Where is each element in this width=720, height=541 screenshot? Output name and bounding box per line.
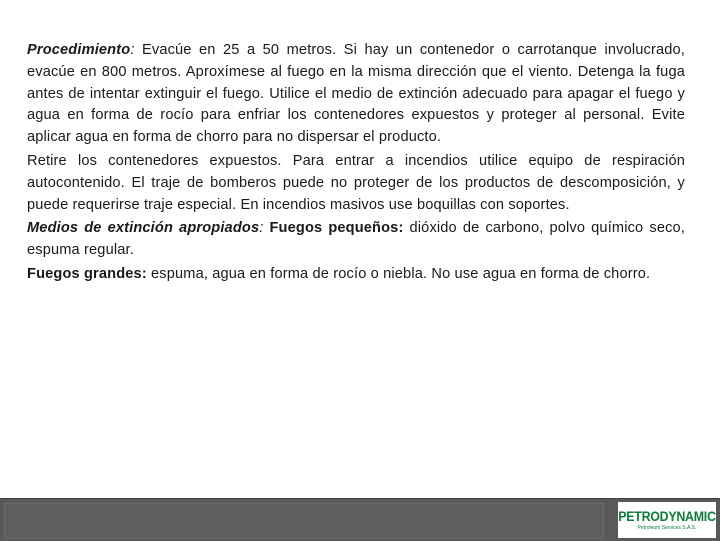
procedure-text: Evacúe en 25 a 50 metros. Si hay un contenedor o carrotanque involucrado, evacúe en 800 metros. Aproxímese al fuego en la misma dirección que el viento. Detenga la fuga antes de intentar extinguir el fuego. Utilice el medio de extinción adecuado para apagar el fuego y agua en forma de rocío para enfriar los contenedores expuestos y proteger al personal. Evite aplicar agua en forma de chorro para no dispersar el producto. (27, 42, 685, 146)
extinction-media-colon: : (259, 220, 270, 237)
paragraph-extinction-media (27, 218, 685, 262)
procedure-colon: : (130, 42, 135, 58)
company-logo (618, 502, 716, 538)
document-body (27, 40, 685, 288)
small-fires-label: Fuegos pequeños: (269, 220, 404, 237)
extinction-media-label: Medios de extinción apropiados (27, 220, 260, 237)
footer-bar-panel (4, 503, 604, 539)
procedure-label: Procedimiento (27, 42, 131, 58)
footer-bar (0, 498, 720, 541)
small-fires-text: dióxido de carbono, polvo químico seco, espuma regular. (27, 220, 685, 259)
paragraph-procedure (27, 40, 685, 149)
large-fires-text: espuma, agua en forma de rocío o niebla. No use agua en forma de chorro. (146, 265, 651, 282)
large-fires-label: Fuegos grandes: (27, 265, 147, 282)
logo-tagline: Petroleum Services S.A.S. (637, 524, 697, 531)
paragraph-large-fires (27, 264, 685, 286)
logo-wordmark: PETRODYNAMIC (618, 508, 716, 524)
containers-text: Retire los contenedores expuestos. Para entrar a incendios utilice equipo de respiración autocontenido. El traje de bomberos puede no proteger de los productos de descomposición, y puede requerirse traje especial. En incendios masivos use boquillas con soportes. (27, 152, 685, 213)
paragraph-containers (27, 151, 685, 216)
